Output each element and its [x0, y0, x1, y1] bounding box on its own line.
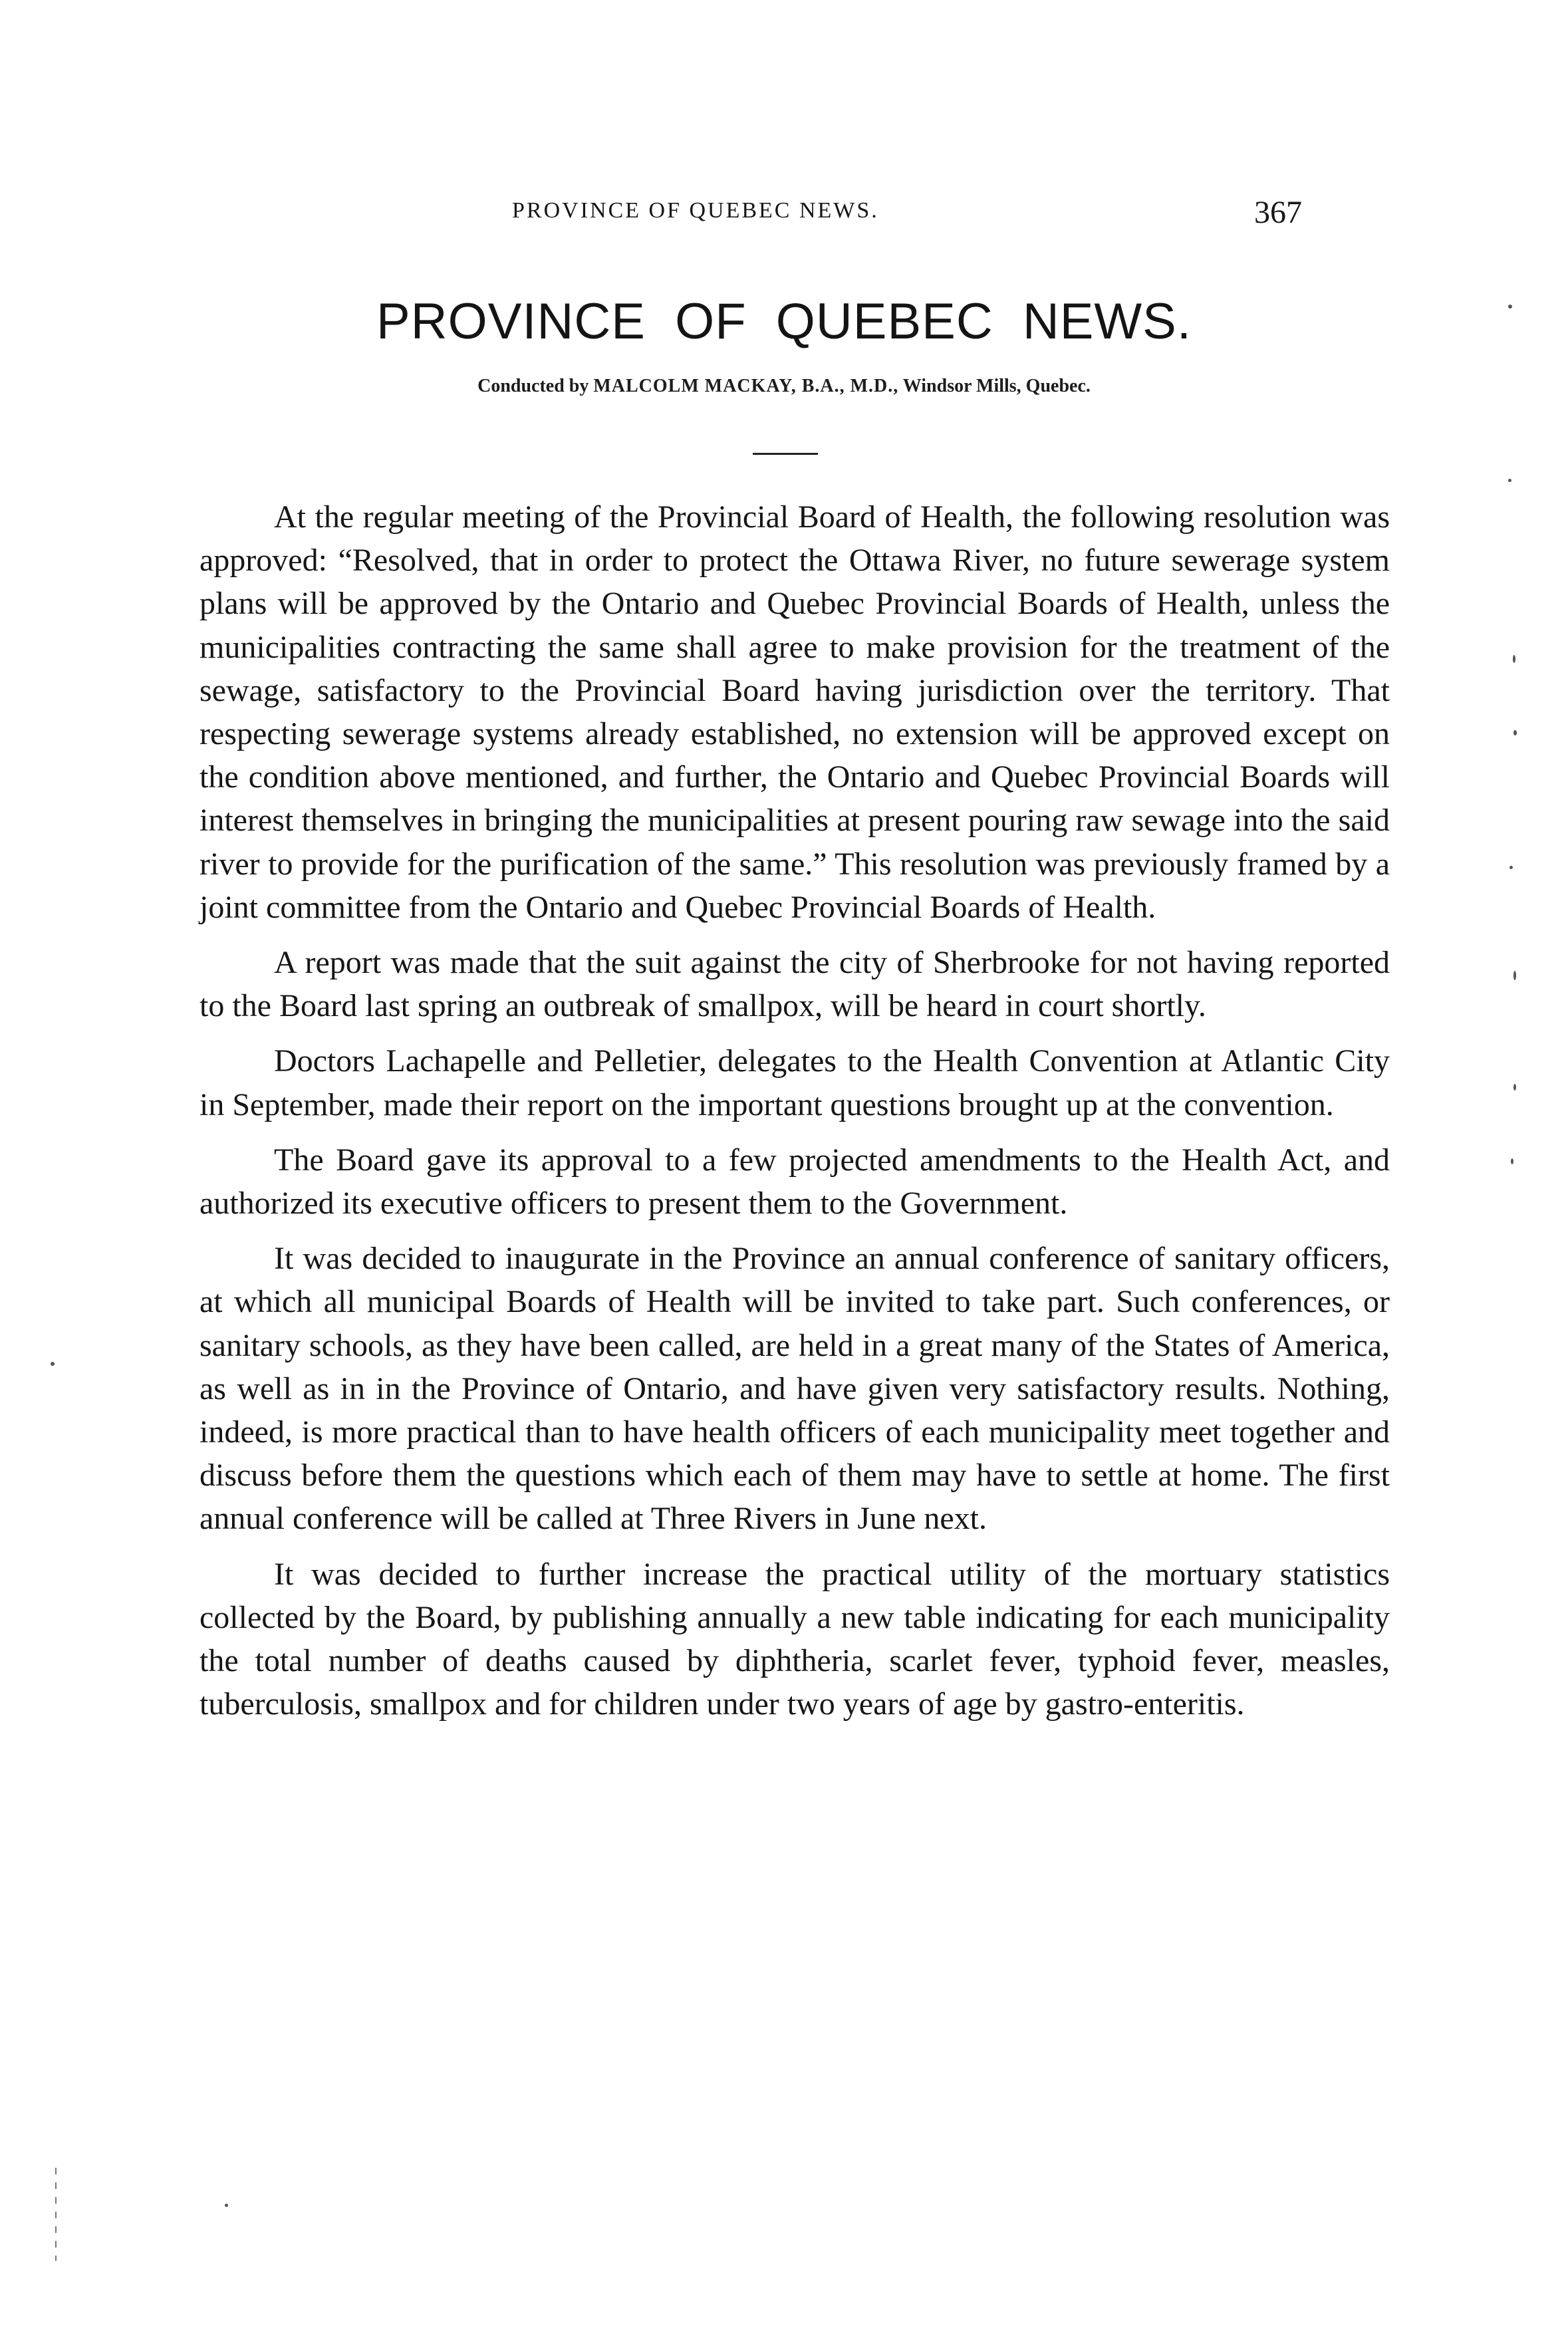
paragraph: At the regular meeting of the Provincial Board of Health, the following resolution was approved: “Resolved, that in order to protect the Ottawa River, no future sewerage system plans will be approved by the Ontario and Quebec Provincial Boards of Health, unless the municipalities contracting the same shall agree to make provision for the treatment of the sewage, satisfactory to the Provincial Board having jurisdiction over the territory. That respecting sewerage systems already established, no extension will be approved except on the condition above mentioned, and further, the Ontario and Quebec Provincial Boards will interest themselves in bringing the municipalities at present pouring raw sewage into the said river to provide for the purification of the same.” This resolution was previously framed by a joint committee from the Ontario and Quebec Provincial Boards of Health.: [199, 499, 1390, 925]
page-number: 367: [1254, 195, 1302, 230]
scan-speck: [225, 2204, 228, 2207]
article-body: [199, 495, 1390, 1738]
article-title: PROVINCE OF QUEBEC NEWS.: [376, 293, 1192, 350]
paragraph: It was decided to inaugurate in the Province an annual conference of sanitary officers, at which all municipal Boards of Health will be invited to take part. Such conferences, or sanitary schools, as they have been called, are held in a great many of the States of America, as well as in in the Province of Ontario, and have given very satisfactory results. Nothing, indeed, is more practical than to have health officers of each municipality meet together and discuss before them the questions which each of them may have to settle at home. The first annual conference will be called at Three Rivers in June next.: [199, 1241, 1390, 1537]
paragraph: Doctors Lachapelle and Pelletier, delegates to the Health Convention at Atlantic City in September, made their report on the important questions brought up at the convention.: [199, 1043, 1390, 1122]
scan-speck: [1513, 730, 1517, 735]
title-rule-divider: [753, 453, 818, 455]
scan-speck: [1513, 1084, 1516, 1091]
running-head-title: PROVINCE OF QUEBEC NEWS.: [512, 198, 879, 223]
byline-prefix: Conducted by: [477, 376, 594, 396]
paragraph: A report was made that the suit against the city of Sherbrooke for not having reported to the Board last spring an outbreak of smallpox, will be heard in court shortly.: [199, 945, 1390, 1024]
scan-speck: [1513, 971, 1516, 980]
scan-speck: [1513, 655, 1515, 663]
byline-location: Windsor Mills, Quebec.: [898, 376, 1091, 396]
scan-speck: [51, 1362, 55, 1366]
paragraph: It was decided to further increase the practical utility of the mortuary statistics collected by the Board, by publishing annually a new table indicating for each municipality the total number of deaths caused by diphtheria, scarlet fever, typhoid fever, measles, tuberculosis, smallpox and for children under two years of age by gastro-enteritis.: [199, 1556, 1390, 1722]
running-head: [0, 194, 1568, 234]
article-byline: [0, 376, 1568, 397]
scan-speck: [1511, 1158, 1513, 1164]
byline-author: MALCOLM MACKAY, B.A., M.D.,: [593, 376, 899, 396]
paragraph: The Board gave its approval to a few projected amendments to the Health Act, and authorized its executive officers to present them to the Government.: [199, 1142, 1390, 1222]
scan-speck: [1508, 305, 1512, 309]
scan-margin-mark: [55, 2168, 57, 2261]
scan-speck: [1508, 479, 1511, 482]
scan-speck: [1509, 866, 1513, 869]
